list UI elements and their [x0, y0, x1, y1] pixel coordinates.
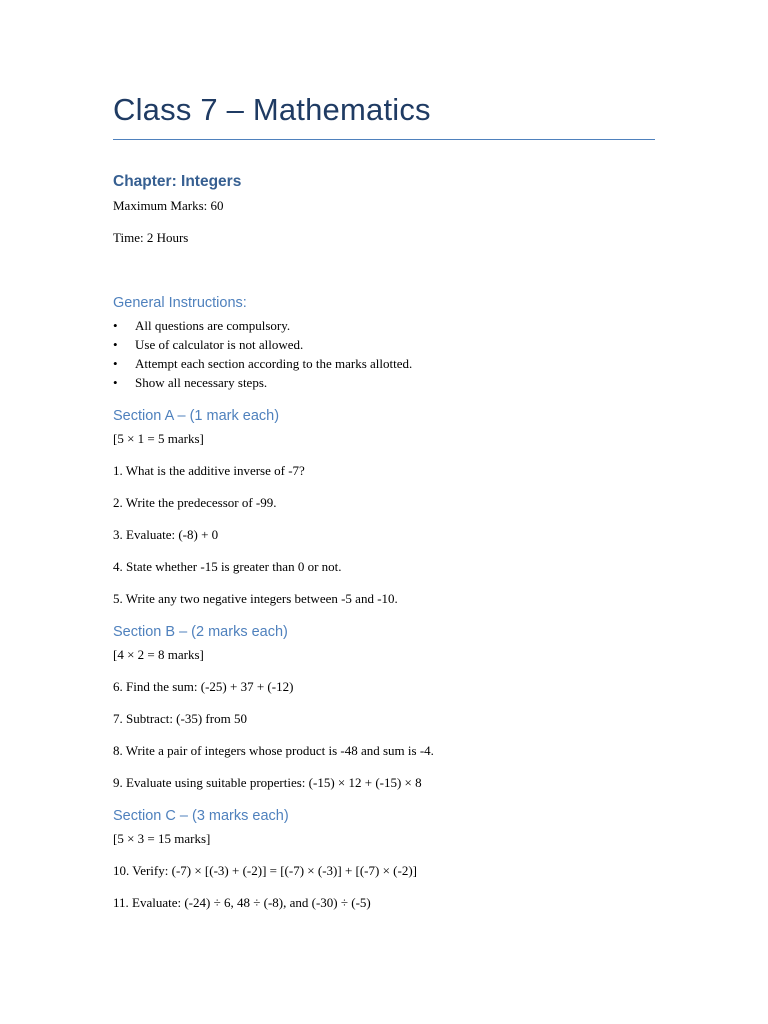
question-item: 2. Write the predecessor of -99.: [113, 495, 277, 510]
section-c-marks: [5 × 3 = 15 marks]: [113, 831, 211, 846]
bullet-icon: •: [113, 356, 118, 371]
question-item: 5. Write any two negative integers between -5 and -10.: [113, 591, 398, 606]
question-item: 8. Write a pair of integers whose product is -48 and sum is -4.: [113, 743, 434, 758]
time-allowed: Time: 2 Hours: [113, 230, 189, 245]
bullet-icon: •: [113, 337, 118, 352]
bullet-icon: •: [113, 375, 118, 390]
question-item: 10. Verify: (-7) × [(-3) + (-2)] = [(-7) × (-3)] + [(-7) × (-2)]: [113, 863, 417, 878]
question-item: 7. Subtract: (-35) from 50: [113, 711, 247, 726]
section-b-heading: Section B – (2 marks each): [113, 624, 288, 640]
section-a-marks: [5 × 1 = 5 marks]: [113, 431, 204, 446]
title-underline: [113, 139, 655, 140]
question-item: 11. Evaluate: (-24) ÷ 6, 48 ÷ (-8), and (-30) ÷ (-5): [113, 895, 371, 910]
question-item: 1. What is the additive inverse of -7?: [113, 463, 305, 478]
instruction-text: Attempt each section according to the marks allotted.: [135, 356, 413, 371]
question-item: 4. State whether -15 is greater than 0 or not.: [113, 559, 342, 574]
instruction-text: Show all necessary steps.: [135, 375, 268, 390]
instruction-text: All questions are compulsory.: [135, 318, 291, 333]
maximum-marks: Maximum Marks: 60: [113, 198, 224, 213]
page-title: Class 7 – Mathematics: [113, 92, 431, 127]
instructions-heading: General Instructions:: [113, 295, 247, 311]
section-a-heading: Section A – (1 mark each): [113, 408, 280, 424]
section-c-heading: Section C – (3 marks each): [113, 808, 289, 824]
question-item: 9. Evaluate using suitable properties: (-15) × 12 + (-15) × 8: [113, 775, 422, 790]
bullet-icon: •: [113, 318, 118, 333]
question-item: 6. Find the sum: (-25) + 37 + (-12): [113, 679, 294, 694]
instruction-text: Use of calculator is not allowed.: [135, 337, 304, 352]
section-b-marks: [4 × 2 = 8 marks]: [113, 647, 204, 662]
chapter-heading: Chapter: Integers: [113, 173, 242, 190]
question-item: 3. Evaluate: (-8) + 0: [113, 527, 219, 542]
